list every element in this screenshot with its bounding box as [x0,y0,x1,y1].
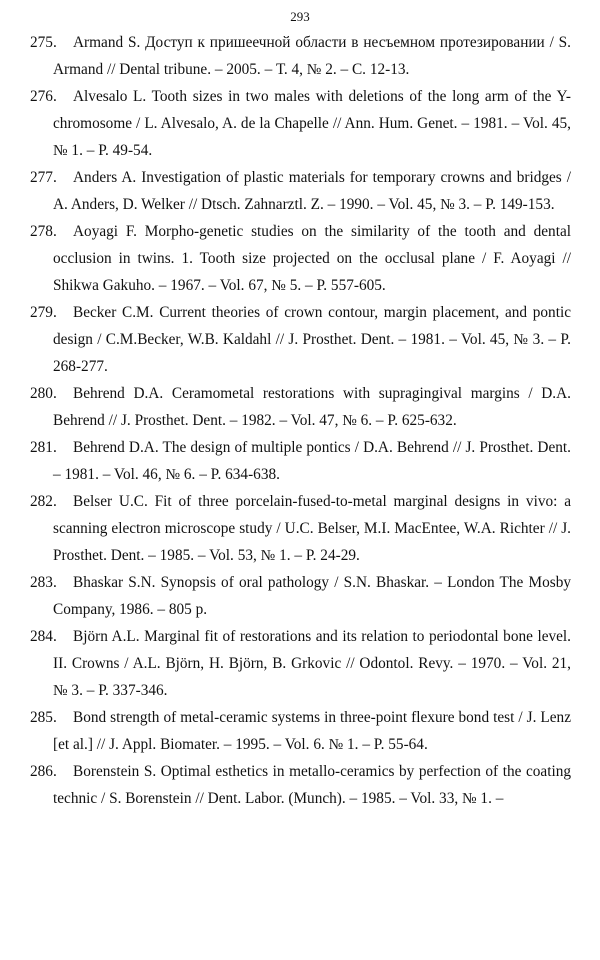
reference-number: 286. [30,763,57,780]
reference-text: Belser U.C. Fit of three porcelain-fused-to-metal marginal designs in vivo: a scanning electron microscope study / U.C. Belser, M.I. MacEntee, W.A. Richter // J. Prosthet. Dent. – 1985. – Vol. 53, № 1. – P. 24-29. [53,493,571,564]
reference-text: Behrend D.A. Ceramometal restorations with supragingival margins / D.A. Behrend // J. Prosthet. Dent. – 1982. – Vol. 47, № 6. – P. 625-632. [53,385,571,429]
reference-text: Anders A. Investigation of plastic materials for temporary crowns and bridges / A. Anders, D. Welker // Dtsch. Zahnarztl. Z. – 1990. – Vol. 45, № 3. – P. 149-153. [53,169,571,213]
reference-text: Björn A.L. Marginal fit of restorations and its relation to periodontal bone level. II. Crowns / A.L. Björn, H. Björn, B. Grkovic // Odontol. Revy. – 1970. – Vol. 21, № 3. – P. 337-346. [53,628,571,699]
reference-number: 282. [30,493,57,510]
reference-text: Armand S. Доступ к пришеечной области в несъемном протезировании / S. Armand // Dental tribune. – 2005. – Т. 4, № 2. – С. 12-13. [53,34,571,78]
reference-list [32,29,571,812]
reference-text: Bond strength of metal-ceramic systems in three-point flexure bond test / J. Lenz [et al.] // J. Appl. Biomater. – 1995. – Vol. 6. № 1. – P. 55-64. [53,709,571,753]
reference-item [32,569,571,623]
reference-number: 275. [30,34,57,51]
reference-text: Bhaskar S.N. Synopsis of oral pathology / S.N. Bhaskar. – London The Mosby Company, 1986. – 805 p. [53,574,571,618]
reference-number: 276. [30,88,57,105]
reference-number: 278. [30,223,57,240]
reference-item [32,758,571,812]
reference-number: 285. [30,709,57,726]
reference-number: 284. [30,628,57,645]
reference-number: 283. [30,574,57,591]
reference-number: 280. [30,385,57,402]
reference-number: 277. [30,169,57,186]
reference-number: 281. [30,439,57,456]
reference-text: Borenstein S. Optimal esthetics in metallo-ceramics by perfection of the coating technic / S. Borenstein // Dent. Labor. (Munch). – 1985. – Vol. 33, № 1. – [53,763,571,807]
reference-number: 279. [30,304,57,321]
reference-item [32,434,571,488]
reference-item [32,704,571,758]
reference-item [32,380,571,434]
reference-item [32,218,571,299]
reference-item [32,164,571,218]
reference-text: Becker C.M. Current theories of crown contour, margin placement, and pontic design / C.M.Becker, W.B. Kaldahl // J. Prosthet. Dent. – 1981. – Vol. 45, № 3. – P. 268-277. [53,304,571,375]
reference-item [32,299,571,380]
reference-item [32,488,571,569]
reference-text: Behrend D.A. The design of multiple pontics / D.A. Behrend // J. Prosthet. Dent. – 1981. – Vol. 46, № 6. – P. 634-638. [53,439,571,483]
reference-item [32,83,571,164]
page-number: 293 [290,9,310,24]
reference-text: Alvesalo L. Tooth sizes in two males with deletions of the long arm of the Y-chromosome / L. Alvesalo, A. de la Chapelle // Ann. Hum. Genet. – 1981. – Vol. 45, № 1. – P. 49-54. [53,88,571,159]
reference-item [32,29,571,83]
reference-item [32,623,571,704]
reference-text: Aoyagi F. Morpho-genetic studies on the similarity of the tooth and dental occlusion in twins. 1. Tooth size projected on the occlusal plane / F. Aoyagi // Shikwa Gakuho. – 1967. – Vol. 67, № 5. – P. 557-605. [53,223,571,294]
